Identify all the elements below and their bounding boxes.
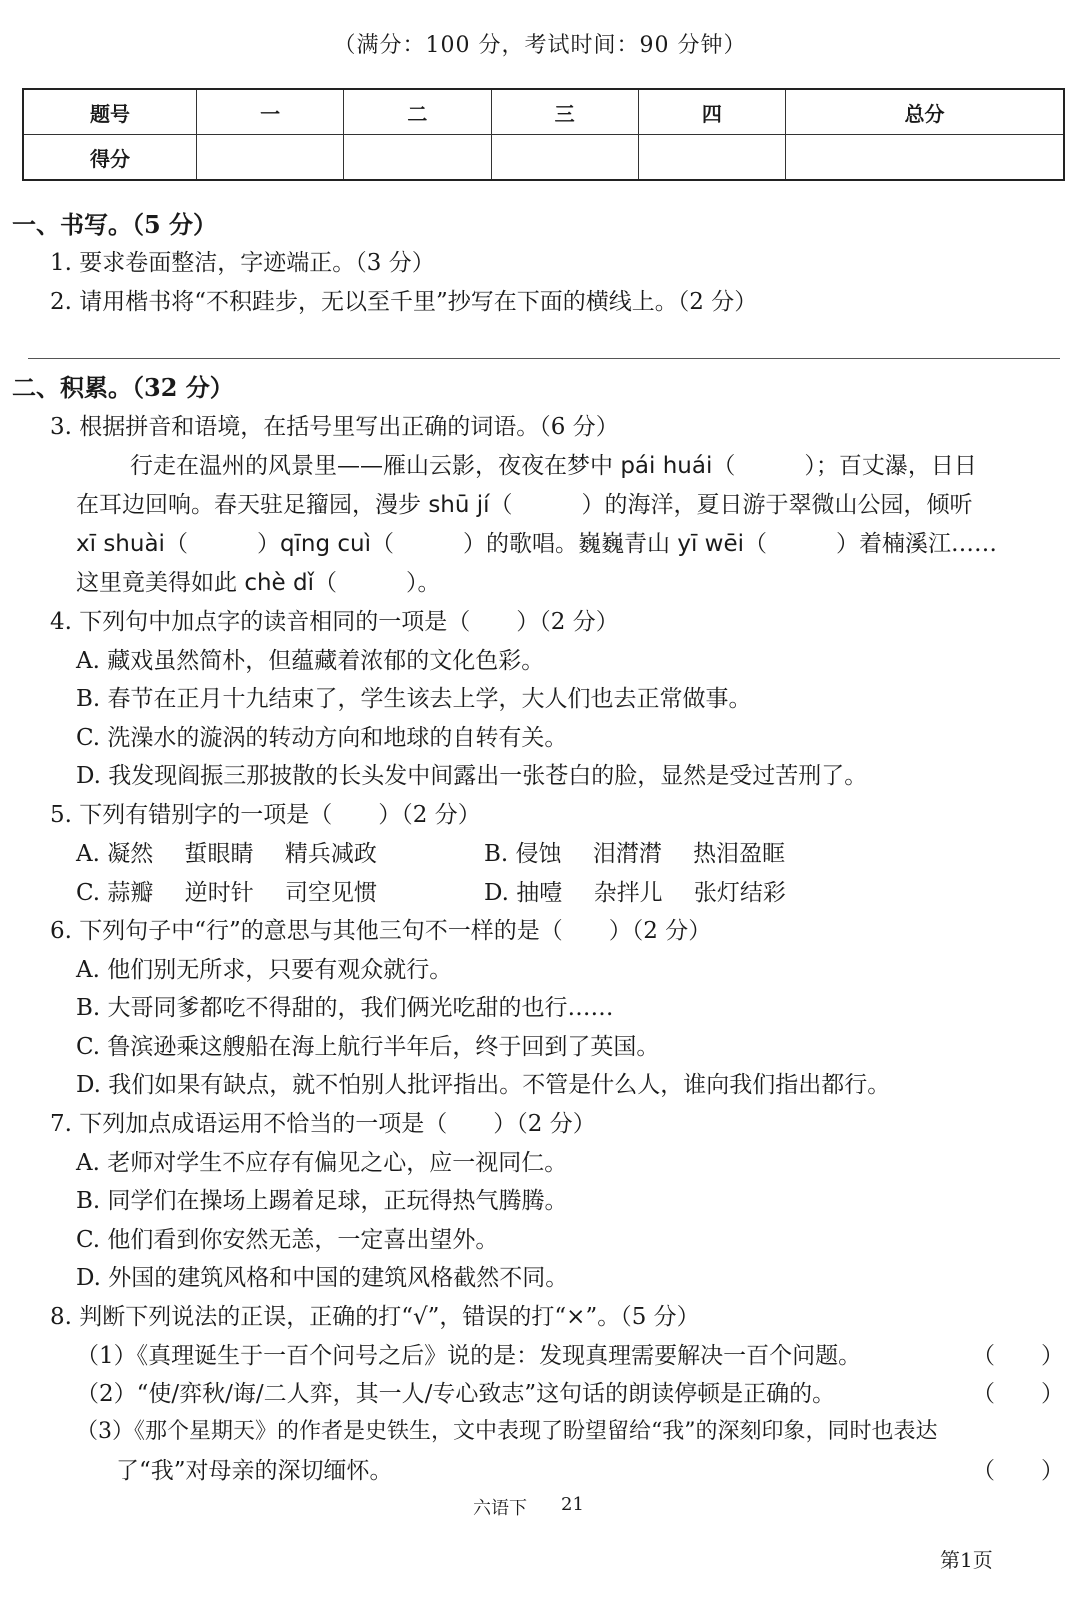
option-a[interactable]: A. 老师对学生不应存有偏见之心，应一视同仁。: [76, 1150, 568, 1176]
pinyin: xī shuài: [76, 531, 165, 557]
score-cell[interactable]: [197, 135, 344, 181]
question-6-stem: 6. 下列句子中“行”的意思与其他三句不一样的是（ ）（2 分）: [50, 918, 712, 944]
word: D. 抽噎: [484, 880, 563, 906]
word: A. 凝然: [76, 841, 154, 867]
question-1: 1. 要求卷面整洁，字迹端正。（3 分）: [50, 250, 435, 276]
answer-blank[interactable]: （ ）的海洋，夏日游于翠微山公园，倾听: [489, 492, 973, 518]
pinyin: chè dǐ: [244, 570, 314, 596]
pinyin: shū jí: [428, 492, 490, 518]
section-1-title: 一、书写。（5 分）: [12, 210, 218, 239]
score-header-cell: 一: [197, 89, 344, 135]
option-a[interactable]: [76, 835, 377, 868]
question-7-stem: 7. 下列加点成语运用不恰当的一项是（ ）（2 分）: [50, 1111, 596, 1137]
answer-paren[interactable]: （ ）: [972, 1458, 1064, 1484]
judgement-item-2: （2）“使/弈秋/诲/二人弈，其一人/专心致志”这句话的朗读停顿是正确的。: [76, 1381, 836, 1407]
option-c[interactable]: C. 洗澡水的漩涡的转动方向和地球的自转有关。: [76, 725, 568, 751]
question-5-stem: 5. 下列有错别字的一项是（ ）（2 分）: [50, 802, 481, 828]
answer-paren[interactable]: （ ）: [972, 1381, 1064, 1407]
answer-blank[interactable]: （ ）: [164, 531, 280, 557]
answer-blank[interactable]: （ ）的歌唱。巍巍青山: [371, 531, 678, 557]
word: C. 蒜瓣: [76, 880, 154, 906]
option-a[interactable]: A. 藏戏虽然简朴，但蕴藏着浓郁的文化色彩。: [76, 648, 545, 674]
option-b[interactable]: B. 春节在正月十九结束了，学生该去上学，大人们也去正常做事。: [76, 686, 752, 712]
pinyin: yī wēi: [677, 531, 745, 557]
option-c[interactable]: C. 鲁滨逊乘这艘船在海上航行半年后，终于回到了英国。: [76, 1034, 660, 1060]
option-d[interactable]: D. 我们如果有缺点，就不怕别人批评指出。不管是什么人，谁向我们指出都行。: [76, 1072, 891, 1098]
judgement-item-1: （1）《真理诞生于一百个问号之后》说的是：发现真理需要解决一百个问题。: [76, 1343, 862, 1369]
score-header-cell: 三: [491, 89, 638, 135]
text-segment: 这里竟美得如此: [76, 570, 245, 596]
option-b[interactable]: [484, 835, 785, 868]
word: 热泪盈眶: [693, 841, 786, 867]
question-4-stem: 4. 下列句中加点字的读音相同的一项是（ ）（2 分）: [50, 609, 619, 635]
judgement-item-3: （3）《那个星期天》的作者是史铁生，文中表现了盼望留给“我”的深刻印象，同时也表达: [76, 1419, 938, 1444]
option-c[interactable]: C. 他们看到你安然无恙，一定喜出望外。: [76, 1227, 499, 1253]
answer-blank[interactable]: （ ）。: [314, 570, 441, 596]
answer-blank[interactable]: （ ）着楠溪江……: [744, 531, 998, 557]
word: 泪潸潸: [592, 841, 662, 867]
option-b[interactable]: B. 同学们在操场上踢着足球，正玩得热气腾腾。: [76, 1188, 568, 1214]
question-3-line-2: [76, 486, 973, 519]
word: B. 侵蚀: [484, 841, 562, 867]
text-segment: 在耳边回响。春天驻足籀园，漫步: [76, 492, 429, 518]
section-2-title: 二、积累。（32 分）: [12, 373, 234, 402]
word: 张灯结彩: [693, 880, 786, 906]
question-3-line-3: [76, 525, 997, 558]
score-header-cell: 题号: [23, 89, 197, 135]
option-d[interactable]: [484, 874, 786, 907]
word: 杂拌儿: [593, 880, 663, 906]
score-cell[interactable]: [638, 135, 785, 181]
question-3-line-4: [76, 564, 441, 597]
text-segment: 行走在温州的风景里——雁山云影，夜夜在梦中: [130, 453, 621, 479]
word: 精兵减政: [284, 841, 377, 867]
option-b[interactable]: B. 大哥同爹都吃不得甜的，我们俩光吃甜的也行……: [76, 995, 614, 1021]
word: 蜇眼睛: [184, 841, 254, 867]
answer-blank[interactable]: （ ）；百丈瀑，日日: [712, 453, 977, 479]
judgement-item-3-cont: 了“我”对母亲的深切缅怀。: [116, 1458, 393, 1484]
word: 司空见惯: [285, 880, 378, 906]
option-d[interactable]: D. 外国的建筑风格和中国的建筑风格截然不同。: [76, 1265, 569, 1291]
footer-course: 六语下: [473, 1498, 527, 1519]
exam-header: （满分：100 分，考试时间：90 分钟）: [333, 33, 747, 58]
score-table-score-row: [23, 135, 1064, 181]
footer-page-number: 21: [561, 1494, 584, 1515]
page-label: 第1页: [940, 1548, 993, 1572]
pinyin: pái huái: [620, 453, 713, 479]
writing-line[interactable]: [28, 358, 1060, 359]
option-c[interactable]: [76, 874, 377, 907]
option-a[interactable]: A. 他们别无所求，只要有观众就行。: [76, 957, 453, 983]
score-cell[interactable]: [786, 135, 1065, 181]
word: 逆时针: [184, 880, 254, 906]
score-header-cell: 总分: [786, 89, 1065, 135]
question-3-stem: 3. 根据拼音和语境，在括号里写出正确的词语。（6 分）: [50, 414, 619, 440]
question-3-line-1: [130, 447, 977, 480]
pinyin: qīng cuì: [279, 531, 372, 557]
score-cell[interactable]: [344, 135, 491, 181]
score-cell[interactable]: [491, 135, 638, 181]
option-d[interactable]: D. 我发现阎振三那披散的长头发中间露出一张苍白的脸，显然是受过苦刑了。: [76, 763, 868, 789]
answer-paren[interactable]: （ ）: [972, 1343, 1064, 1369]
score-header-cell: 四: [638, 89, 785, 135]
score-row-label: 得分: [23, 135, 197, 181]
score-table-header-row: [23, 89, 1064, 135]
question-8-stem: 8. 判断下列说法的正误，正确的打“√”，错误的打“×”。（5 分）: [50, 1304, 700, 1330]
score-table: [22, 88, 1065, 181]
score-header-cell: 二: [344, 89, 491, 135]
question-2: 2. 请用楷书将“不积跬步，无以至千里”抄写在下面的横线上。（2 分）: [50, 289, 758, 315]
